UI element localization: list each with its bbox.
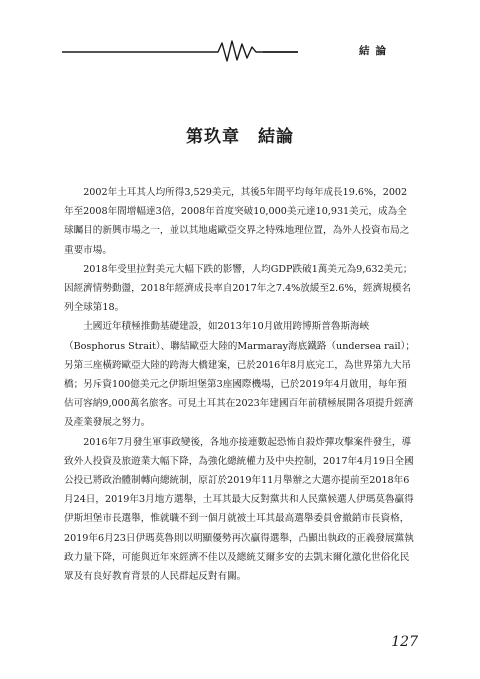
chapter-title: 第玖章 結論 (186, 127, 294, 147)
section-label: 結論 (359, 45, 392, 57)
page-number: 127 (391, 634, 418, 650)
paragraph-3: 土國近年積極推動基礎建設，如2013年10月啟用跨博斯普魯斯海峽（Bosphorus Strait）、聯結歐亞大陸的Marmaray海底鐵路（undersea rail）；另第三座橫跨歐亞大陸的跨海大橋建案，已於2016年8月底完工，為世界第九大吊橋；另斥資100億美元之伊斯坦堡第3座國際機場，已於2019年4月啟用，每年預估可容納9,000萬名旅客。可見土耳其在2023年建國百年前積極展開各項提升經濟及產業發展之努力。 (64, 321, 415, 429)
body-text (64, 183, 416, 586)
running-header (62, 38, 418, 64)
paragraph-4: 2016年7月發生軍事政變後，各地亦接連數起恐怖自殺炸彈攻擊案件發生，導致外人投資及旅遊業大幅下降，為強化總統權力及中央控制，2017年4月19日全國公投已將政治體制轉向總統制，原訂於2019年11月舉辦之大選亦提前至2018年6月24日，2019年3月地方選舉，土耳其最大反對黨共和人民黨候選人伊瑪莫魯贏得伊斯坦堡市長選舉，惟就職不到一個月就被土耳其最高選舉委員會撤銷市長資格，2019年6月23日伊瑪莫魯則以明顯優勢再次贏得選舉，凸顯出執政的正義發展黨執政力量下降，可能與近年來經濟不佳以及總統艾爾多安的去凱末爾化激化世俗化民眾及有良好教育背景的人民群起反對有關。 (64, 436, 414, 583)
paragraph-1: 2002年土耳其人均所得3,529美元，其後5年間平均每年成長19.6%，2002年至2008年間增幅達3倍，2008年首度突破10,000美元達10,931美元，成為全球矚目的新興市場之一，並以其地處歐亞交界之特殊地理位置，為外人投資布局之重要市場。 (64, 187, 410, 256)
paragraph-2: 2018年受里拉對美元大幅下跌的影響，人均GDP跌破1萬美元為9,632美元；因經濟情勢動盪，2018年經濟成長率自2017年之7.4%放緩至2.6%，經濟規模名列全球第18。 (64, 263, 413, 314)
